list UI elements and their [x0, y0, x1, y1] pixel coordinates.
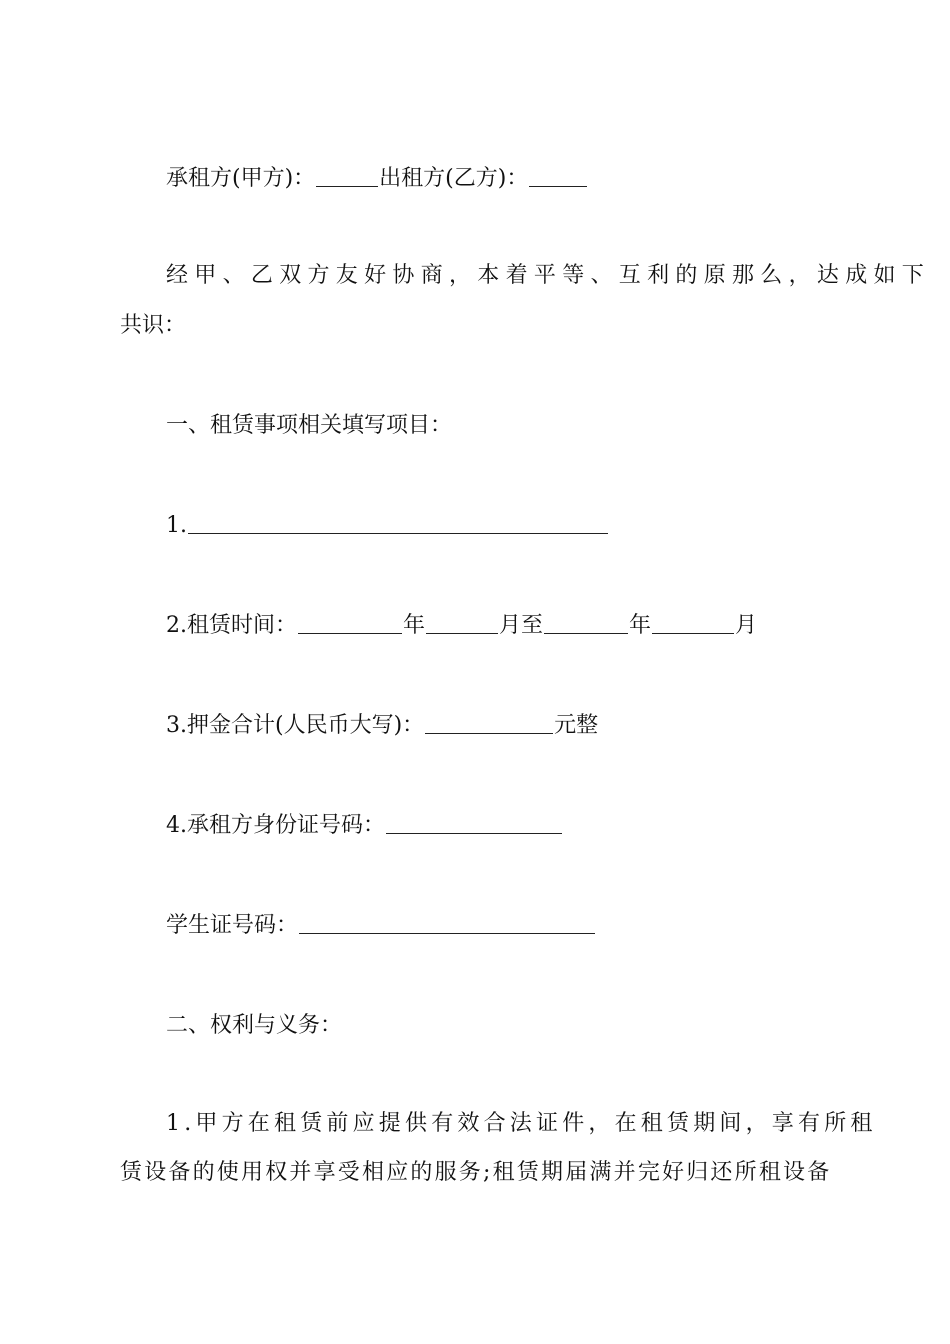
item-1-prefix: 1.: [166, 513, 187, 538]
item-3-prefix: 3.押金合计(人民币大写)：: [166, 713, 425, 738]
start-month-to-label: 月至: [499, 613, 544, 638]
end-month-blank: [652, 613, 734, 634]
end-year-label: 年: [629, 613, 652, 638]
preamble-line-2: 共识：: [120, 313, 187, 338]
parties-line: [0, 163, 950, 195]
item-2-line: [0, 610, 950, 642]
preamble-line-1: 经甲、乙双方友好协商，本着平等、互利的原那么，达成如下: [166, 263, 931, 288]
item-3-line: [0, 710, 950, 742]
item-4-line: [0, 810, 950, 842]
item-4-prefix: 4.承租方身份证号码：: [166, 813, 385, 838]
lessor-blank: [529, 166, 587, 187]
student-id-line: [0, 910, 950, 942]
clause-1-line-2: 赁设备的使用权并享受相应的服务;租赁期届满并完好归还所租设备: [120, 1160, 832, 1185]
end-year-blank: [544, 613, 628, 634]
end-month-label: 月: [735, 613, 758, 638]
section-2-heading: 二、权利与义务：: [166, 1013, 343, 1038]
start-year-label: 年: [403, 613, 426, 638]
start-year-blank: [298, 613, 402, 634]
item-2-prefix: 2.租赁时间：: [166, 613, 297, 638]
tenant-label: 承租方(甲方)：: [166, 166, 316, 191]
clause-1-line-1: 1.甲方在租赁前应提供有效合法证件，在租赁期间，享有所租: [166, 1111, 877, 1136]
item-1-line: [0, 510, 950, 542]
section-1-heading: 一、租赁事项相关填写项目：: [166, 413, 453, 438]
start-month-blank: [426, 613, 498, 634]
item-1-blank: [188, 513, 608, 534]
item-3-suffix: 元整: [554, 713, 599, 738]
lessor-label: 出租方(乙方)：: [379, 166, 529, 191]
tenant-blank: [316, 166, 378, 187]
deposit-blank: [425, 713, 553, 734]
id-number-blank: [386, 813, 562, 834]
student-id-label: 学生证号码：: [166, 913, 299, 938]
student-id-blank: [299, 913, 595, 934]
